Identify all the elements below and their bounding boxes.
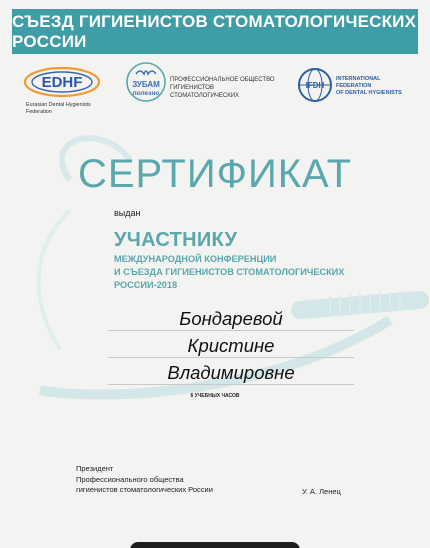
conference-line2: И СЪЕЗДА ГИГИЕНИСТОВ СТОМАТОЛОГИЧЕСКИХ РОССИИ-2018 (114, 267, 345, 290)
svg-text:EDHF: EDHF (41, 74, 83, 91)
globe-icon (296, 66, 334, 104)
president-title (76, 464, 213, 496)
zubam-org-line2: ГИГИЕНИСТОВ СТОМАТОЛОГИЧЕСКИХ (170, 85, 240, 99)
zubam-org-line1: ПРОФЕССИОНАЛЬНОЕ ОБЩЕСТВО (170, 77, 275, 83)
bottom-edge-bar (130, 542, 300, 548)
certificate-title: СЕРТИФИКАТ (77, 152, 353, 196)
study-hours: 6 УЧЕБНЫХ ЧАСОВ (190, 393, 240, 399)
president-line2: Профессионального общества (76, 474, 184, 484)
edhf-logo-graphic (22, 62, 106, 102)
edhf-caption: Eurasian Dental Hygienists Federation (26, 102, 91, 115)
recipient-surname: Бондаревой (108, 308, 354, 331)
conference-line1: МЕЖДУНАРОДНОЙ КОНФЕРЕНЦИИ (114, 254, 277, 264)
recipient-first-name: Кристине (108, 335, 354, 358)
svg-text:полезно: полезно (132, 90, 160, 97)
banner-title: СЪЕЗД ГИГИЕНИСТОВ СТОМАТОЛОГИЧЕСКИХ РОССИИ (12, 11, 417, 51)
president-line3: гигиенистов стоматологических России (76, 485, 213, 494)
ifdh-line1: INTERNATIONAL FEDERATION (336, 76, 381, 89)
participant-label: УЧАСТНИКУ (114, 229, 238, 251)
svg-text:IFDH: IFDH (305, 81, 325, 90)
svg-text:ЗУБАМ: ЗУБАМ (132, 80, 160, 89)
signer-name: У. А. Ленец (302, 487, 341, 496)
conference-name (114, 253, 404, 292)
issued-label: выдан (114, 208, 141, 218)
zubam-logo-graphic (124, 62, 168, 102)
congress-banner (12, 9, 418, 54)
ifdh-line2: OF DENTAL HYGIENISTS (336, 90, 402, 96)
president-line1: Президент (76, 464, 114, 473)
recipient-patronymic: Владимировне (108, 362, 354, 385)
